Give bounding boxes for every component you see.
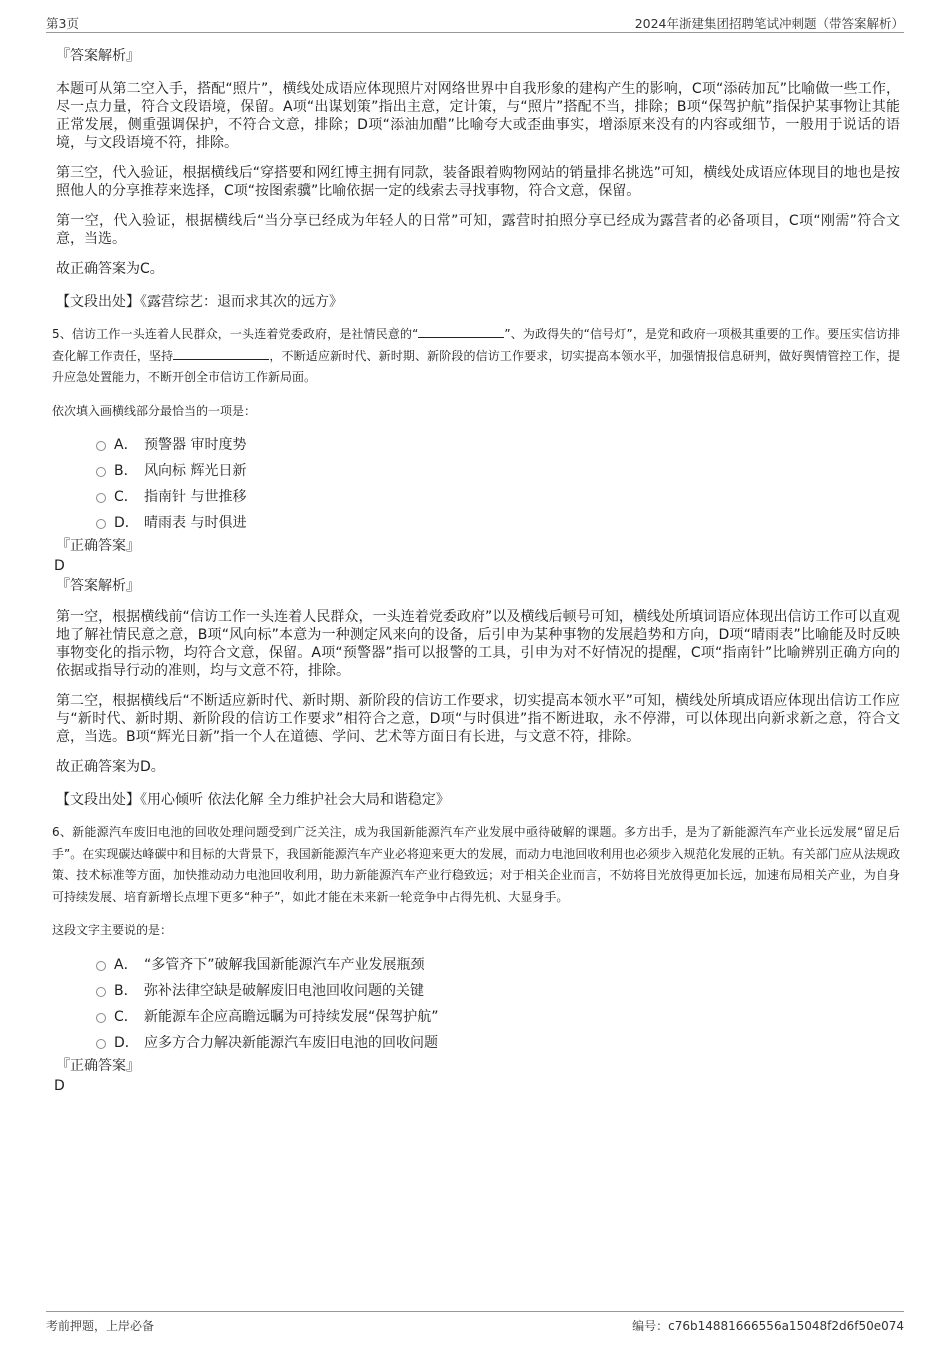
radio-icon[interactable] (96, 441, 106, 451)
answer-label: 『正确答案』 (56, 1057, 140, 1074)
option-b[interactable] (96, 978, 900, 1004)
option-letter: B． (114, 982, 138, 999)
option-text: 预警器 审时度势 (144, 437, 247, 453)
question-stem-part: ，不断适应新时代、新时期、新阶段的信访工作要求，切实提高本领水平，加强情报信息研判，做好舆情管控工作，提升应急处置能力，不断开创全市信访工作新局面。 (52, 348, 900, 384)
correct-answer: D (54, 558, 65, 574)
option-list (96, 432, 900, 536)
question-prompt: 依次填入画横线部分最恰当的一项是： (52, 403, 257, 418)
fill-blank (173, 347, 269, 360)
option-b[interactable] (96, 458, 900, 484)
option-a[interactable] (96, 432, 900, 458)
option-list (96, 952, 900, 1056)
option-text: 新能源车企应高瞻远瞩为可持续发展“保驾护航” (144, 1008, 439, 1025)
analysis-label: 『答案解析』 (56, 48, 140, 64)
document-body (52, 46, 900, 1096)
radio-icon[interactable] (96, 987, 106, 997)
radio-icon[interactable] (96, 961, 106, 971)
option-text: “多管齐下”破解我国新能源汽车产业发展瓶颈 (144, 956, 425, 973)
option-d[interactable] (96, 510, 900, 536)
radio-icon[interactable] (96, 493, 106, 503)
footer-slogan: 考前押题，上岸必备 (46, 1319, 155, 1333)
question-prompt: 这段文字主要说的是： (52, 923, 173, 937)
option-letter: B． (114, 463, 138, 479)
analysis-paragraph: 本题可从第二空入手，搭配“照片”，横线处成语应体现照片对网络世界中自我形象的建构产生的影响，C项“添砖加瓦”比喻做一些工作，尽一点力量，符合文段语境，保留。A项“出谋划策”指出主意，定计策，与“照片”搭配不当，排除；B项“保驾护航”指保护某事物让其能正常发展，侧重强调保护，不符合文意，排除；D项“添油加醋”比喻夸大或歪曲事实，增添原来没有的内容或细节，一般用于说话的语境，与文段语境不符，排除。 (56, 81, 900, 151)
radio-icon[interactable] (96, 1013, 106, 1023)
option-text: 应多方合力解决新能源汽车废旧电池的回收问题 (144, 1034, 438, 1051)
question-stem: 6、新能源汽车废旧电池的回收处理问题受到广泛关注，成为我国新能源汽车产业发展中亟待破解的课题。多方出手，是为了新能源汽车产业长远发展“留足后手”。在实现碳达峰碳中和目标的大背景下，我国新能源汽车产业必将迎来更大的发展，而动力电池回收利用也必须步入规范化发展的正轨。有关部门应从法规政策、技术标准等方面，加快推动动力电池回收利用，助力新能源汽车产业行稳致远；对于相关企业而言，不妨将目光放得更加长远，加速布局相关产业，为自身可持续发展、培育新增长点埋下更多“种子”，如此才能在未来新一轮竞争中占得先机、大显身手。 (52, 825, 900, 904)
radio-icon[interactable] (96, 1039, 106, 1049)
option-letter: A． (114, 956, 138, 973)
document-id: 编号：c76b14881666556a15048f2d6f50e074 (632, 1319, 904, 1333)
option-a[interactable] (96, 952, 900, 978)
correct-answer: D (54, 1077, 65, 1094)
page-header (46, 12, 904, 33)
option-c[interactable] (96, 484, 900, 510)
option-text: 弥补法律空缺是破解废旧电池回收问题的关键 (144, 982, 424, 999)
question-stem (52, 324, 900, 389)
option-letter: A． (114, 437, 138, 453)
question-stem-part: 5、信访工作一头连着人民群众，一头连着党委政府，是社情民意的“ (52, 327, 419, 341)
option-letter: D． (114, 515, 139, 531)
answer-label: 『正确答案』 (56, 538, 140, 554)
option-letter: D． (114, 1034, 139, 1051)
option-text: 风向标 辉光日新 (144, 463, 247, 479)
option-text: 指南针 与世推移 (144, 489, 247, 505)
option-text: 晴雨表 与时俱进 (144, 515, 247, 531)
analysis-label: 『答案解析』 (56, 578, 140, 594)
radio-icon[interactable] (96, 467, 106, 477)
source-citation: 【文段出处】《露营综艺：退而求其次的远方》 (56, 294, 343, 310)
page-number: 第3页 (46, 16, 79, 31)
option-d[interactable] (96, 1030, 900, 1056)
radio-icon[interactable] (96, 519, 106, 529)
analysis-paragraph: 第一空，根据横线前“信访工作一头连着人民群众，一头连着党委政府”以及横线后顿号可知，横线处所填词语应体现出信访工作可以直观地了解社情民意之意，B项“风向标”本意为一种测定风来向的设备，后引申为某种事物的发展趋势和方向，D项“晴雨表”比喻能及时反映事物变化的指示物，均符合文意，保留。A项“预警器”指可以报警的工具，引申为对不好情况的提醒，C项“指南针”比喻辨别正确方向的依据或指导行动的准则，均与文意不符，排除。 (56, 609, 900, 679)
option-c[interactable] (96, 1004, 900, 1030)
fill-blank (418, 325, 504, 338)
option-letter: C． (114, 489, 138, 505)
conclusion: 故正确答案为D。 (56, 759, 165, 775)
analysis-paragraph: 第三空，代入验证，根据横线后“穿搭要和网红博主拥有同款，装备跟着购物网站的销量排名挑选”可知，横线处成语应体现目的地也是按照他人的分享推荐来选择，C项“按图索骥”比喻依据一定的线索去寻找事物，符合文意，保留。 (56, 165, 900, 199)
document-title: 2024年浙建集团招聘笔试冲刺题（带答案解析） (634, 16, 904, 31)
page-footer (46, 1311, 904, 1336)
analysis-paragraph: 第一空，代入验证，根据横线后“当分享已经成为年轻人的日常”可知，露营时拍照分享已经成为露营者的必备项目，C项“刚需”符合文意，当选。 (56, 213, 900, 247)
question-stem-part: ”、为政得失的“信号灯”，是党和政府一项极其重要的工作。要压实信访排查化解工作责任，坚持 (52, 327, 900, 363)
option-letter: C． (114, 1008, 138, 1025)
source-citation: 【文段出处】《用心倾听 依法化解 全力维护社会大局和谐稳定》 (56, 792, 450, 808)
analysis-paragraph: 第二空，根据横线后“不断适应新时代、新时期、新阶段的信访工作要求，切实提高本领水平”可知，横线处所填成语应体现出信访工作应与“新时代、新时期、新阶段的信访工作要求”相符合之意，D项“与时俱进”指不断进取，永不停滞，可以体现出向新求新之意，符合文意，当选。B项“辉光日新”指一个人在道德、学问、艺术等方面日有长进，与文意不符，排除。 (56, 693, 900, 745)
conclusion: 故正确答案为C。 (56, 261, 164, 277)
